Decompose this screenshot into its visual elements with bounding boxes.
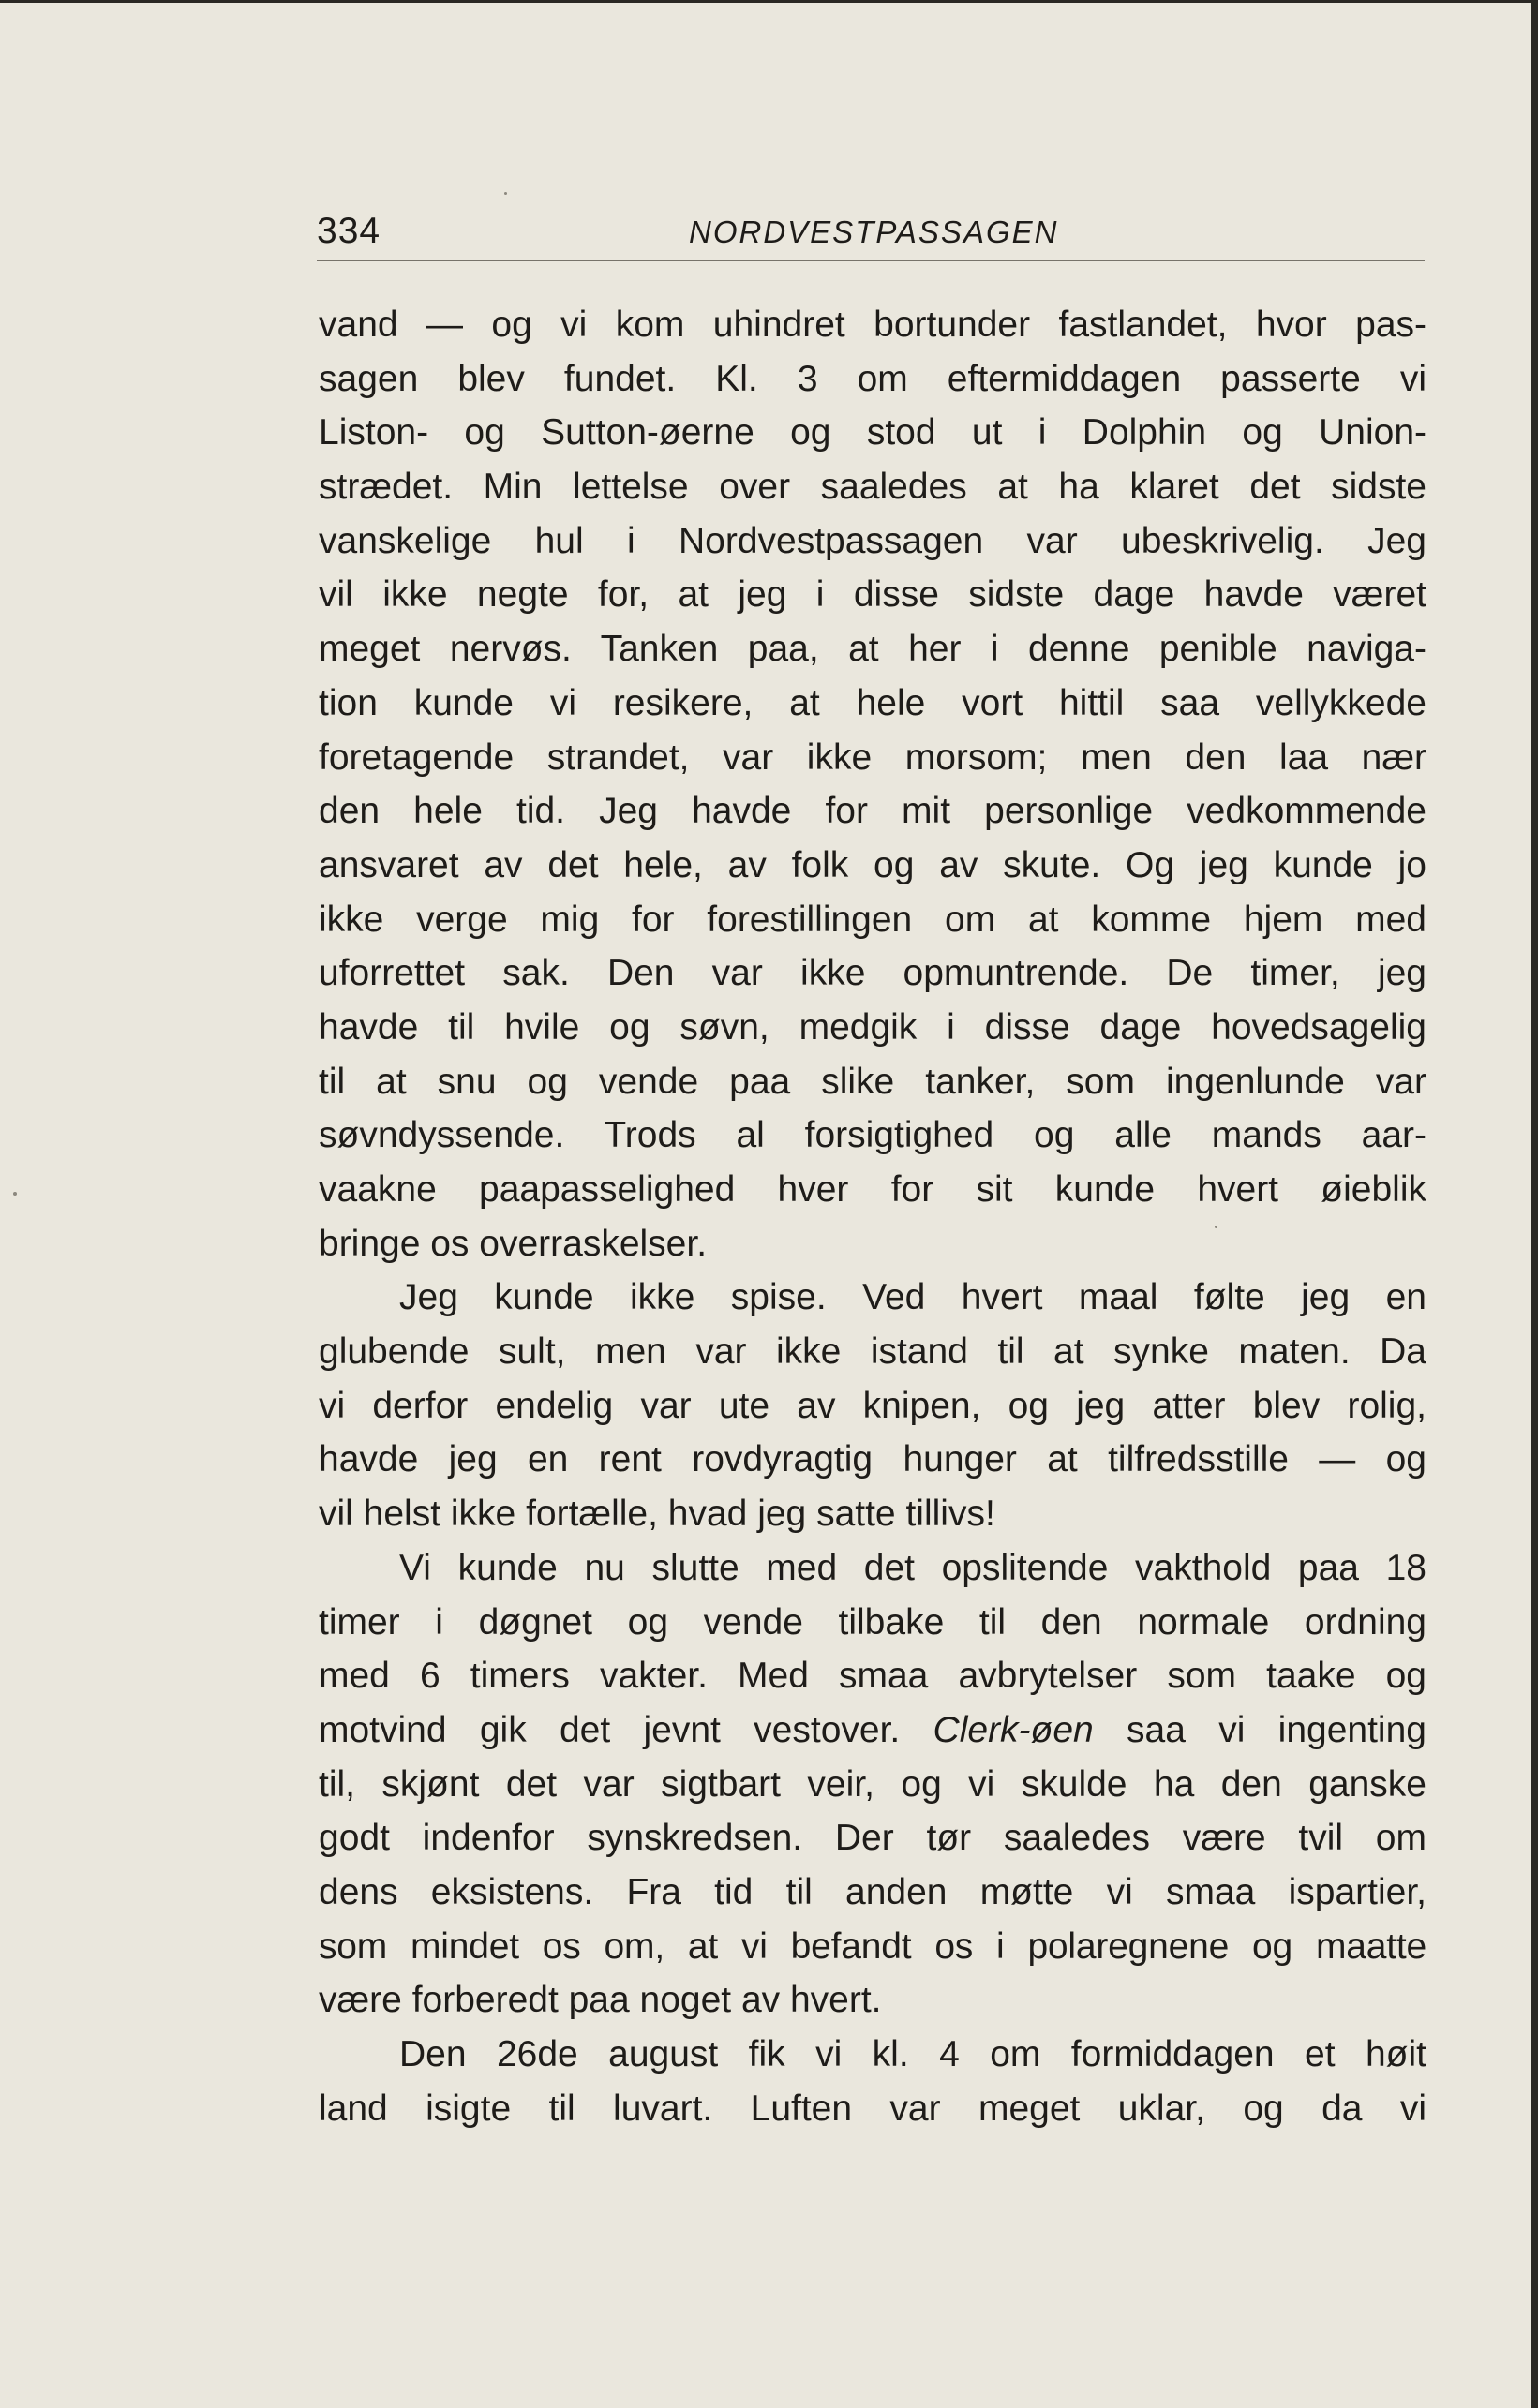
text-line: den hele tid. Jeg havde for mit personlige vedkommende <box>319 791 1426 832</box>
text-line: Vi kunde nu slutte med det opslitende vakthold paa 18 <box>399 1547 1426 1588</box>
scan-edge-right <box>1531 0 1538 2408</box>
text-line: bringe os overraskelser. <box>319 1223 708 1264</box>
text-line: være forberedt paa noget av hvert. <box>319 1980 882 2021</box>
text-line: vil helst ikke fortælle, hvad jeg satte tillivs! <box>319 1494 995 1535</box>
text-segment: saa vi ingenting <box>1127 1709 1426 1750</box>
text-line: strædet. Min lettelse over saaledes at ha klaret det sidste <box>319 467 1426 508</box>
text-line: med 6 timers vakter. Med smaa avbrytelser som taake og <box>319 1656 1426 1697</box>
text-line: Liston- og Sutton-øerne og stod ut i Dolphin og Union- <box>319 412 1426 453</box>
page-number: 334 <box>317 211 381 251</box>
text-line: som mindet os om, at vi befandt os i polaregnene og maatte <box>319 1925 1426 1967</box>
italic-place-name: Clerk-øen <box>933 1709 1094 1750</box>
text-line: Den 26de august fik vi kl. 4 om formiddagen et høit <box>399 2034 1426 2074</box>
page-header <box>317 208 1425 262</box>
text-line: havde til hvile og søvn, medgik i disse dage hovedsagelig <box>319 1006 1426 1048</box>
text-line: vaakne paapasselighed hver for sit kunde hvert øieblik <box>319 1169 1426 1210</box>
text-line: dens eksistens. Fra tid til anden møtte vi smaa ispartier, <box>319 1871 1426 1912</box>
text-line: glubende sult, men var ikke istand til at synke maten. Da <box>319 1331 1426 1373</box>
text-segment: motvind gik det jevnt vestover. <box>319 1709 901 1750</box>
paper-speck <box>1215 1226 1217 1228</box>
text-line: Jeg kunde ikke spise. Ved hvert maal følte jeg en <box>399 1277 1426 1318</box>
text-line: til, skjønt det var sigtbart veir, og vi skulde ha den ganske <box>319 1763 1426 1805</box>
text-line: uforrettet sak. Den var ikke opmuntrende. De timer, jeg <box>319 953 1426 994</box>
text-line: havde jeg en rent rovdyragtig hunger at tilfredsstille — og <box>319 1439 1426 1480</box>
text-line: land isigte til luvart. Luften var meget uklar, og da vi <box>319 2088 1426 2129</box>
text-line: søvndyssende. Trods al forsigtighed og alle mands aar- <box>319 1115 1426 1156</box>
text-line: timer i døgnet og vende tilbake til den normale ordning <box>319 1601 1426 1642</box>
text-line: til at snu og vende paa slike tanker, som ingenlunde var <box>319 1061 1426 1102</box>
header-rule <box>317 260 1425 261</box>
body-text <box>319 298 1426 2135</box>
running-title: NORDVESTPASSAGEN <box>689 215 1059 249</box>
text-line: meget nervøs. Tanken paa, at her i denne penible naviga- <box>319 629 1426 670</box>
text-line: vi derfor endelig var ute av knipen, og jeg atter blev rolig, <box>319 1385 1426 1426</box>
text-line: ikke verge mig for forestillingen om at komme hjem med <box>319 899 1426 940</box>
text-line: ansvaret av det hele, av folk og av skute. Og jeg kunde jo <box>319 844 1426 885</box>
scan-edge-top <box>0 0 1538 3</box>
text-line: vanskelige hul i Nordvestpassagen var ubeskrivelig. Jeg <box>319 520 1426 561</box>
text-line: foretagende strandet, var ikke morsom; men den laa nær <box>319 736 1426 778</box>
text-line: sagen blev fundet. Kl. 3 om eftermiddagen passerte vi <box>319 358 1426 399</box>
text-line: vil ikke negte for, at jeg i disse sidste dage havde været <box>319 574 1426 616</box>
paper-speck <box>504 192 507 195</box>
text-line: tion kunde vi resikere, at hele vort hittil saa vellykkede <box>319 682 1426 723</box>
text-line-with-italic <box>319 1703 1426 1758</box>
paper-speck <box>13 1192 17 1196</box>
text-line: vand — og vi kom uhindret bortunder fastlandet, hvor pas- <box>319 305 1426 345</box>
text-line: godt indenfor synskredsen. Der tør saaledes være tvil om <box>319 1818 1426 1859</box>
